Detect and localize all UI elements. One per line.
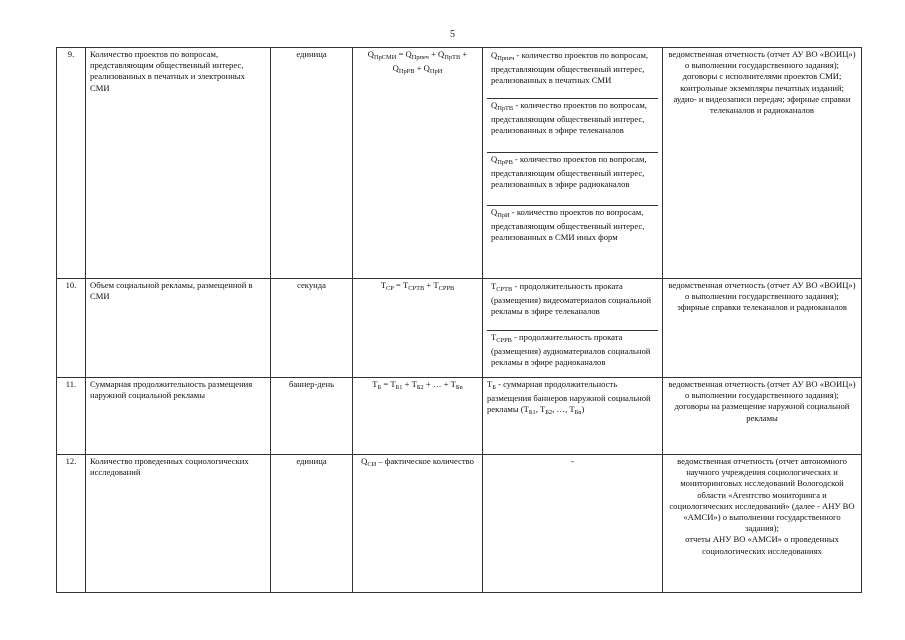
variable-definitions: -	[483, 455, 663, 593]
indicator-name: Суммарная продолжительность размещения наружной социальной рекламы	[86, 378, 271, 455]
source-item: отчеты АНУ ВО «АМСИ» о проведенных социологических исследованиях	[685, 534, 839, 556]
source-item: ведомственная отчетность (отчет АУ ВО «ВОИЦ») о выполнении государственного задания);	[668, 49, 856, 71]
source-item: ведомственная отчетность (отчет АУ ВО «ВОИЦ»)	[668, 379, 856, 389]
table-row	[57, 378, 862, 455]
table-row	[57, 279, 862, 378]
data-sources	[663, 378, 862, 455]
row-number: 9.	[57, 48, 86, 279]
variable-definitions: $T_Б$ - суммарная продолжительность размещения баннеров наружной социальной рекламы ($T_{Б1}$, $T_{Б2}$, …, $T_{Бn}$)	[483, 378, 663, 455]
source-item: договоры на размещение наружной социальной рекламы	[674, 401, 850, 423]
variable-definitions	[483, 279, 663, 378]
variable-definition: $Q_{ПрТВ}$ - количество проектов по вопросам, представляющим общественный интерес, реализованных в эфире телеканалов	[487, 99, 658, 153]
data-sources	[663, 279, 862, 378]
source-item: ведомственная отчетность (отчет АУ ВО «ВОИЦ»)	[668, 280, 856, 290]
formula: $T_Б = T_{Б1} + T_{Б2}$ + … + $T_{Бn}$	[353, 378, 483, 455]
table-row	[57, 48, 862, 279]
indicator-name: Объем социальной рекламы, размещенной в СМИ	[86, 279, 271, 378]
source-item: контрольные экземпляры печатных изданий;	[680, 82, 844, 93]
indicators-table	[56, 47, 862, 593]
source-item: ведомственная отчетность (отчет автономного научного учреждения социологических и мониторинговых исследований Вологодской области «Агентство мониторинга и социологических исследований» (далее - АНУ ВО «АМСИ») о выполнении государственного задания);	[669, 456, 855, 534]
variable-definition: $Q_{Прпеч}$ - количество проектов по вопросам, представляющим общественный интерес, реализованных в печатных СМИ	[487, 49, 658, 99]
variable-definition: $Q_{ПрИ}$ - количество проектов по вопросам, представляющим общественный интерес, реализованных в СМИ иных форм	[491, 207, 645, 243]
table-row	[57, 455, 862, 593]
data-sources	[663, 48, 862, 279]
unit-of-measure: баннер-день	[271, 378, 353, 455]
unit-of-measure: единица	[271, 48, 353, 279]
row-number: 10.	[57, 279, 86, 378]
indicator-name: Количество проведенных социологических исследований	[86, 455, 271, 593]
row-number: 11.	[57, 378, 86, 455]
source-item: о выполнении государственного задания);	[685, 291, 839, 302]
source-item: аудио- и видеозаписи передач; эфирные справки телеканалов и радиоканалов	[673, 93, 851, 116]
variable-definitions	[483, 48, 663, 279]
source-item: о выполнении государственного задания);	[685, 390, 839, 401]
variable-definition: $Q_{ПрРВ}$ - количество проектов по вопросам, представляющим общественный интерес, реализованных в эфире радиоканалов	[487, 153, 658, 206]
source-item: эфирные справки телеканалов и радиоканалов	[677, 302, 847, 313]
formula: $T_{СР} = T_{СРТВ} + T_{СРРВ}$	[353, 279, 483, 378]
unit-of-measure: секунда	[271, 279, 353, 378]
source-item: договоры с исполнителями проектов СМИ;	[682, 71, 842, 82]
row-number: 12.	[57, 455, 86, 593]
formula: $Q_{ПрСМИ} = Q_{Прпеч} + Q_{ПрТВ}$ + $Q_{ПрРВ} + Q_{ПрИ}$	[353, 48, 483, 279]
indicator-name: Количество проектов по вопросам, представляющим общественный интерес, реализованных в печатных и электронных СМИ	[86, 48, 271, 279]
variable-definition: $T_{СРРВ}$ - продолжительность проката (размещения) аудиоматериалов социальной рекламы в эфире радиоканалов	[491, 332, 651, 368]
unit-of-measure: единица	[271, 455, 353, 593]
page-number: 5	[450, 29, 455, 40]
data-sources	[663, 455, 862, 593]
formula: $Q_{СИ}$ – фактическое количество	[353, 455, 483, 593]
variable-definition: $T_{СРТВ}$ - продолжительность проката (размещения) видеоматериалов социальной рекламы в эфире телеканалов	[487, 280, 658, 331]
